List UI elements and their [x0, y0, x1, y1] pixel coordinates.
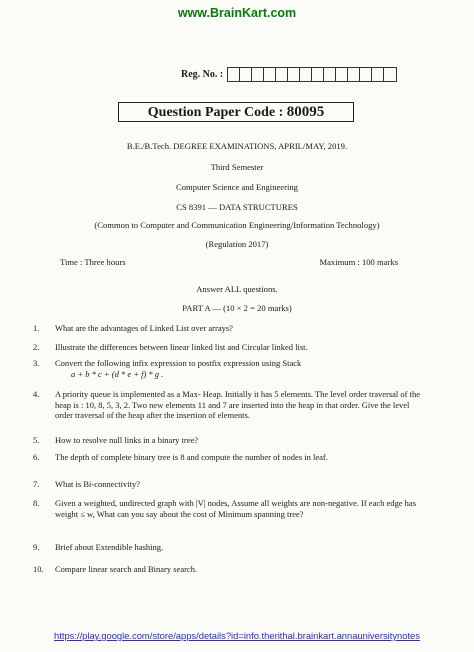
- question-text: Compare linear search and Binary search.: [55, 564, 198, 574]
- question-text: Illustrate the differences between linear linked list and Circular linked list.: [55, 342, 308, 352]
- question-text: A priority queue is implemented as a Max- Heap. Initially it has 5 elements. The level order traversal of the heap is : 10, 8, 5, 3, 2. Two new elements 11 and 7 are inserted into the heap in that order. Give the level order traversal of the heap after the insertion of elements.: [55, 389, 420, 420]
- paper-code-label: Question Paper Code :: [147, 105, 284, 120]
- reg-no-box: [300, 68, 312, 81]
- question-text-block: [55, 358, 425, 379]
- instruction: Answer ALL questions.: [196, 284, 278, 294]
- reg-no-box: [336, 68, 348, 81]
- reg-no-box: [228, 68, 240, 81]
- exam-time: Time : Three hours: [60, 257, 126, 267]
- question-text: Convert the following infix expression to postfix expression using Stack: [55, 358, 302, 368]
- reg-no-box: [276, 68, 288, 81]
- question-number: 10.: [33, 564, 44, 574]
- reg-no-label: Reg. No. :: [181, 69, 224, 80]
- question-text: The depth of complete binary tree is 8 and compute the number of nodes in leaf.: [55, 452, 328, 462]
- question-text: What is Bi-connectivity?: [55, 479, 140, 489]
- question-number: 2.: [33, 342, 40, 352]
- reg-no-box: [252, 68, 264, 81]
- question-text: How to resolve null links in a binary tree?: [55, 435, 199, 445]
- reg-no-box: [324, 68, 336, 81]
- paper-code-value: 80095: [286, 104, 325, 120]
- question-number: 5.: [33, 435, 40, 445]
- reg-no-box: [360, 68, 372, 81]
- course-title: CS 8391 — DATA STRUCTURES: [176, 202, 298, 212]
- exam-title: B.E./B.Tech. DEGREE EXAMINATIONS, APRIL/MAY, 2019.: [126, 141, 348, 151]
- reg-no-box: [312, 68, 324, 81]
- footer-app-link[interactable]: https://play.google.com/store/apps/details?id=info.therithal.brainkart.annauniversitynotes: [54, 630, 420, 641]
- question-number: 1.: [33, 323, 40, 333]
- common-note: (Common to Computer and Communication Engineering/Information Technology): [94, 220, 380, 230]
- reg-no-box: [348, 68, 360, 81]
- exam-semester: Third Semester: [210, 162, 264, 172]
- question-paper-code: [118, 102, 354, 122]
- question-text: Brief about Extendible hashing.: [55, 542, 164, 552]
- question-number: 3.: [33, 358, 40, 368]
- max-marks: Maximum : 100 marks: [319, 257, 398, 267]
- reg-no-box: [264, 68, 276, 81]
- question-number: 4.: [33, 389, 40, 399]
- site-header-link[interactable]: www.BrainKart.com: [177, 6, 297, 20]
- part-heading: PART A — (10 × 2 = 20 marks): [182, 303, 292, 313]
- question-number: 9.: [33, 542, 40, 552]
- question-number: 7.: [33, 479, 40, 489]
- question-text: Given a weighted, undirected graph with |V| nodes, Assume all weights are non-negative. If each edge has weight ≤ w, What can you say about the cost of Minimum spanning tree?: [55, 498, 416, 519]
- question-number: 8.: [33, 498, 40, 508]
- infix-expression: a + b * c + (d * e + f) * g .: [71, 368, 164, 379]
- exam-branch: Computer Science and Engineering: [176, 182, 298, 192]
- question-text: What are the advantages of Linked List over arrays?: [55, 323, 233, 333]
- reg-no-box: [372, 68, 384, 81]
- reg-no-box: [288, 68, 300, 81]
- reg-no-boxes: [227, 67, 397, 82]
- reg-no-box: [240, 68, 252, 81]
- reg-no-box: [384, 68, 396, 81]
- reg-no-field: [181, 67, 397, 82]
- question-number: 6.: [33, 452, 40, 462]
- regulation: (Regulation 2017): [205, 239, 269, 249]
